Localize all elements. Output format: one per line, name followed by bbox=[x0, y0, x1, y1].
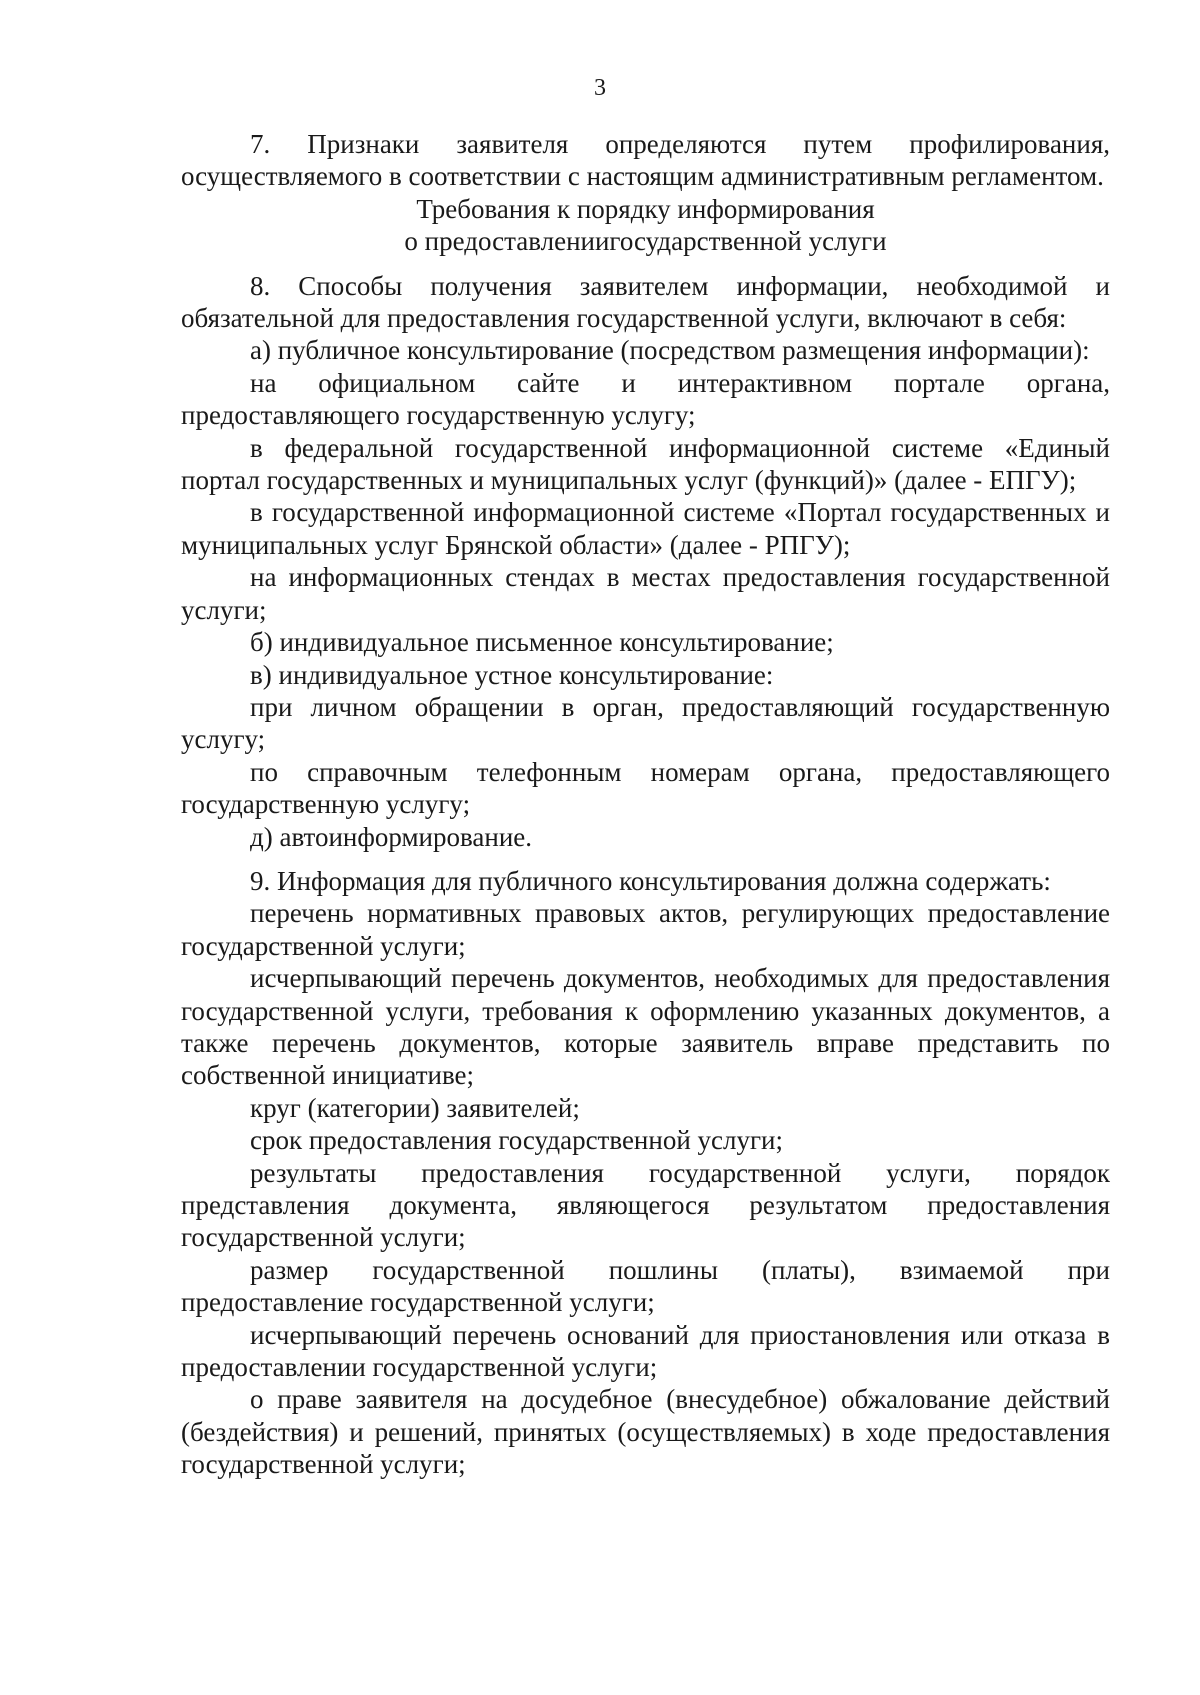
list-item-applicants: круг (категории) заявителей; bbox=[250, 1092, 580, 1123]
list-item-epgu: в федеральной государственной информационной системе «Единый портал государственных и муниципальных услуг (функций)» (далее - ЕПГУ); bbox=[181, 432, 1110, 496]
list-item-rpgu: в государственной информационной системе «Портал государственных и муниципальных услуг Брянской области» (далее - РПГУ); bbox=[181, 497, 1110, 560]
paragraph-8: 8. Способы получения заявителем информации, необходимой и обязательной для предоставления государственной услуги, включают в себя: bbox=[181, 270, 1110, 334]
list-item-v-oral: в) индивидуальное устное консультирование: bbox=[250, 659, 774, 690]
list-item-official-site: на официальном сайте и интерактивном портале органа, предоставляющего государственную услугу; bbox=[181, 367, 1110, 431]
list-item-d-auto: д) автоинформирование. bbox=[250, 821, 533, 852]
list-item-a-public-consulting: а) публичное консультирование (посредством размещения информации): bbox=[250, 335, 1090, 366]
list-item-legal-acts: перечень нормативных правовых актов, регулирующих предоставление государственной услуги; bbox=[181, 898, 1110, 961]
document-body bbox=[181, 128, 1110, 1481]
paragraph-9: 9. Информация для публичного консультирования должна содержать: bbox=[250, 865, 1051, 896]
list-item-term: срок предоставления государственной услуги; bbox=[250, 1125, 784, 1156]
list-item-refusal-grounds: исчерпывающий перечень оснований для приостановления или отказа в предоставлении государственной услуги; bbox=[181, 1319, 1110, 1383]
list-item-results: результаты предоставления государственной услуги, порядок представления документа, являющегося результатом предоставления государственной услуги; bbox=[181, 1157, 1110, 1253]
list-item-phone: по справочным телефонным номерам органа, предоставляющего государственную услугу; bbox=[181, 756, 1110, 820]
list-item-fee: размер государственной пошлины (платы), взимаемой при предоставление государственной услуги; bbox=[181, 1254, 1110, 1318]
list-item-documents: исчерпывающий перечень документов, необходимых для предоставления государственной услуги, требования к оформлению указанных документов, а также перечень документов, которые заявитель вправе представить по собственной инициативе; bbox=[181, 963, 1110, 1091]
list-item-personal-visit: при личном обращении в орган, предоставляющий государственную услугу; bbox=[181, 691, 1110, 755]
list-item-appeal-right: о праве заявителя на досудебное (внесудебное) обжалование действий (бездействия) и решений, принятых (осуществляемых) в ходе предоставления государственной услуги; bbox=[181, 1384, 1110, 1480]
list-item-b-written: б) индивидуальное письменное консультирование; bbox=[250, 627, 834, 658]
section-heading-line-1: Требования к порядку информирования bbox=[416, 193, 875, 224]
section-heading-line-2: о предоставлениигосударственной услуги bbox=[404, 226, 887, 257]
paragraph-7: 7. Признаки заявителя определяются путем профилирования, осуществляемого в соответствии с настоящим административным регламентом. bbox=[181, 129, 1110, 192]
page-number: 3 bbox=[594, 75, 606, 101]
list-item-info-stands: на информационных стендах в местах предоставления государственной услуги; bbox=[181, 562, 1110, 625]
